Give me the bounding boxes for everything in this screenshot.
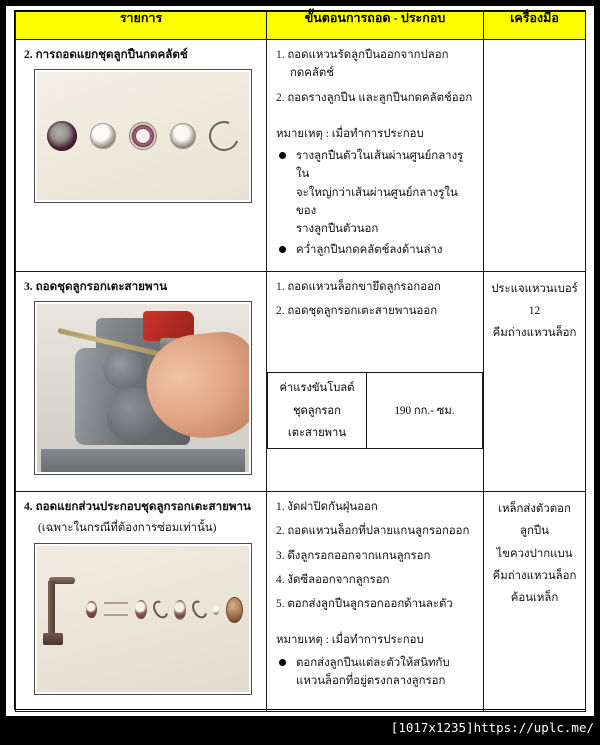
note-text: คว่ำลูกปืนกดคลัตช์ลงด้านล่าง bbox=[296, 244, 443, 257]
list-item bbox=[276, 302, 475, 320]
step-number: 2. bbox=[276, 525, 285, 538]
section-3-item-cell bbox=[16, 271, 267, 491]
bullet-icon bbox=[279, 659, 286, 666]
step-text: งัดซีลออกจากลูกรอก bbox=[287, 573, 390, 586]
step-number: 1. bbox=[276, 49, 285, 61]
list-item bbox=[276, 522, 475, 540]
table-header bbox=[16, 12, 586, 40]
section-4-tools-cell bbox=[484, 492, 586, 712]
list-item bbox=[276, 498, 475, 516]
section-4-steps-cell bbox=[267, 492, 484, 712]
list-item bbox=[276, 241, 475, 259]
bearing-race-part bbox=[170, 123, 196, 149]
step-number: 3. bbox=[276, 549, 285, 562]
section-2-note-heading: หมายเหตุ : เมื่อทำการประกอบ bbox=[276, 127, 424, 140]
procedure-table bbox=[15, 11, 586, 712]
step-number: 1. bbox=[276, 501, 285, 514]
column-header-item: รายการ bbox=[16, 12, 267, 40]
section-2-tools-cell bbox=[484, 40, 586, 272]
upper-pulley bbox=[103, 349, 143, 389]
torque-label-line-3: เตะสายพาน bbox=[287, 427, 346, 440]
steps-spacer bbox=[276, 326, 475, 364]
small-washer-part bbox=[86, 601, 96, 618]
list-item bbox=[276, 654, 475, 691]
section-3-title: 3. ถอดชุดลูกรอกเตะสายพาน bbox=[24, 279, 168, 293]
list-item bbox=[276, 571, 475, 589]
section-4-note-heading: หมายเหตุ : เมื่อทำการประกอบ bbox=[276, 634, 424, 647]
step-number: 4. bbox=[276, 573, 285, 586]
tool-item: คีมถ่างแหวนล็อก bbox=[492, 327, 577, 340]
section-2-item-cell bbox=[16, 40, 267, 272]
list-item bbox=[276, 46, 475, 83]
page-border-left bbox=[0, 0, 6, 716]
seal-part bbox=[135, 600, 147, 619]
section-2-note-list bbox=[276, 147, 475, 260]
step-text: ถอดแหวนรัดลูกปืนออกจากปลอก bbox=[287, 49, 449, 61]
section-3-tools-list bbox=[484, 272, 585, 353]
section-4-subtitle: (เฉพาะในกรณีที่ต้องการซ่อมเท่านั้น) bbox=[38, 521, 217, 534]
footer-bar bbox=[0, 716, 600, 745]
header-row bbox=[16, 12, 586, 40]
snap-ring-part bbox=[150, 598, 171, 621]
note-text-continued-2: รางลูกปืนตัวนอก bbox=[296, 223, 379, 236]
bullet-icon bbox=[279, 152, 286, 159]
tool-item: ประแจแหวนเบอร์ 12 bbox=[491, 282, 578, 317]
manual-sheet bbox=[14, 10, 586, 710]
note-text: รางลูกปืนตัวในเส้นผ่านศูนย์กลางรูใน bbox=[296, 150, 464, 181]
tool-item: คีมถ่างแหวนล็อก bbox=[492, 569, 577, 582]
bearing-washer-part bbox=[90, 123, 116, 149]
section-3-steps-cell bbox=[267, 271, 484, 491]
list-item bbox=[276, 147, 475, 238]
section-4-item-cell bbox=[16, 492, 267, 712]
step-text: ถอดแหวนล็อกที่ปลายแกนลูกรอกออก bbox=[287, 525, 470, 538]
step-text-continued: กดคลัตช์ bbox=[290, 67, 335, 80]
wrench-on-gearbox-photo bbox=[34, 301, 252, 475]
list-item bbox=[276, 595, 475, 613]
page-border-right bbox=[594, 0, 600, 716]
ball-bearing-part bbox=[174, 600, 186, 620]
workbench-stand bbox=[41, 449, 245, 473]
watermark-text: [1017x1235]https://uplc.me/ bbox=[390, 720, 594, 735]
step-text: ถอดชุดลูกรอกเตะสายพานออก bbox=[287, 304, 438, 317]
section-2-title: 2. การถอดแยกชุดลูกปืนกดคลัตช์ bbox=[24, 48, 188, 61]
thrust-bearing-parts-photo bbox=[34, 69, 252, 203]
section-4-title: 4. ถอดแยกส่วนประกอบชุดลูกรอกเตะสายพาน bbox=[24, 500, 251, 514]
table-row bbox=[268, 373, 483, 449]
section-3-step-list bbox=[276, 278, 475, 321]
step-number: 2. bbox=[276, 304, 285, 317]
tool-item: เหล็กส่งตัวตอกลูกปืน bbox=[498, 503, 571, 538]
torque-spec-table bbox=[267, 372, 483, 449]
section-4-note-list bbox=[276, 654, 475, 691]
section-4-tools-list bbox=[484, 492, 585, 617]
step-number: 5. bbox=[276, 598, 285, 611]
tool-item: ไขควงปากแบน bbox=[496, 547, 573, 560]
torque-label-cell bbox=[268, 373, 367, 449]
step-text: ตอกส่งลูกปืนลูกรอกออกด้านละตัว bbox=[287, 598, 453, 611]
column-header-steps: ขั้นตอนการถอด - ประกอบ bbox=[267, 12, 484, 40]
note-text-continued: แหวนล็อกที่อยู่ตรงกลางลูกรอก bbox=[296, 675, 446, 688]
section-2-steps-cell bbox=[267, 40, 484, 272]
note-text-continued: จะใหญ่กว่าเส้นผ่านศูนย์กลางรูในของ bbox=[296, 186, 458, 217]
table-row bbox=[16, 271, 586, 491]
section-2-tools-list bbox=[484, 40, 585, 54]
list-item bbox=[276, 278, 475, 296]
step-text: งัดฝาปิดกันฝุ่นออก bbox=[287, 501, 378, 514]
list-item bbox=[276, 89, 475, 107]
column-header-tools: เครื่องมือ bbox=[484, 12, 586, 40]
bearing-cup-part bbox=[47, 121, 77, 151]
snap-ring-part-2 bbox=[189, 598, 210, 621]
table-row bbox=[16, 492, 586, 712]
bearing-cage-part bbox=[129, 122, 157, 150]
page-border-top bbox=[0, 0, 600, 6]
table-body bbox=[16, 40, 586, 712]
tool-item: ค้อนเหล็ก bbox=[510, 592, 559, 605]
section-4-step-list bbox=[276, 498, 475, 613]
snap-ring-part bbox=[204, 117, 244, 157]
step-text: ถอดรางลูกปืน และลูกปืนกดคลัตช์ออก bbox=[287, 91, 473, 104]
torque-label-line-1: ค่าแรงขันโบลต์ bbox=[279, 382, 355, 395]
pulley-drum-part bbox=[104, 592, 128, 628]
pulley-assembly-parts-photo bbox=[34, 543, 252, 695]
dust-cap-part bbox=[226, 597, 243, 623]
step-number: 1. bbox=[276, 280, 285, 293]
pulley-bracket-arm bbox=[45, 573, 79, 647]
section-2-step-list bbox=[276, 46, 475, 107]
note-text: ตอกส่งลูกปืนแต่ละตัวให้สนิทกับ bbox=[296, 656, 450, 669]
step-number: 2. bbox=[276, 91, 285, 104]
torque-value-cell: 190 กก.- ซม. bbox=[366, 373, 482, 449]
torque-label-line-2: ชุดลูกรอก bbox=[292, 404, 341, 417]
bullet-icon bbox=[279, 246, 286, 253]
table-row bbox=[16, 40, 586, 272]
small-ring-part bbox=[213, 605, 219, 615]
step-text: ดึงลูกรอกออกจากแกนลูกรอก bbox=[287, 549, 431, 562]
step-text: ถอดแหวนล็อกขายึดลูกรอกออก bbox=[287, 280, 441, 293]
list-item bbox=[276, 547, 475, 565]
section-3-tools-cell bbox=[484, 271, 586, 491]
